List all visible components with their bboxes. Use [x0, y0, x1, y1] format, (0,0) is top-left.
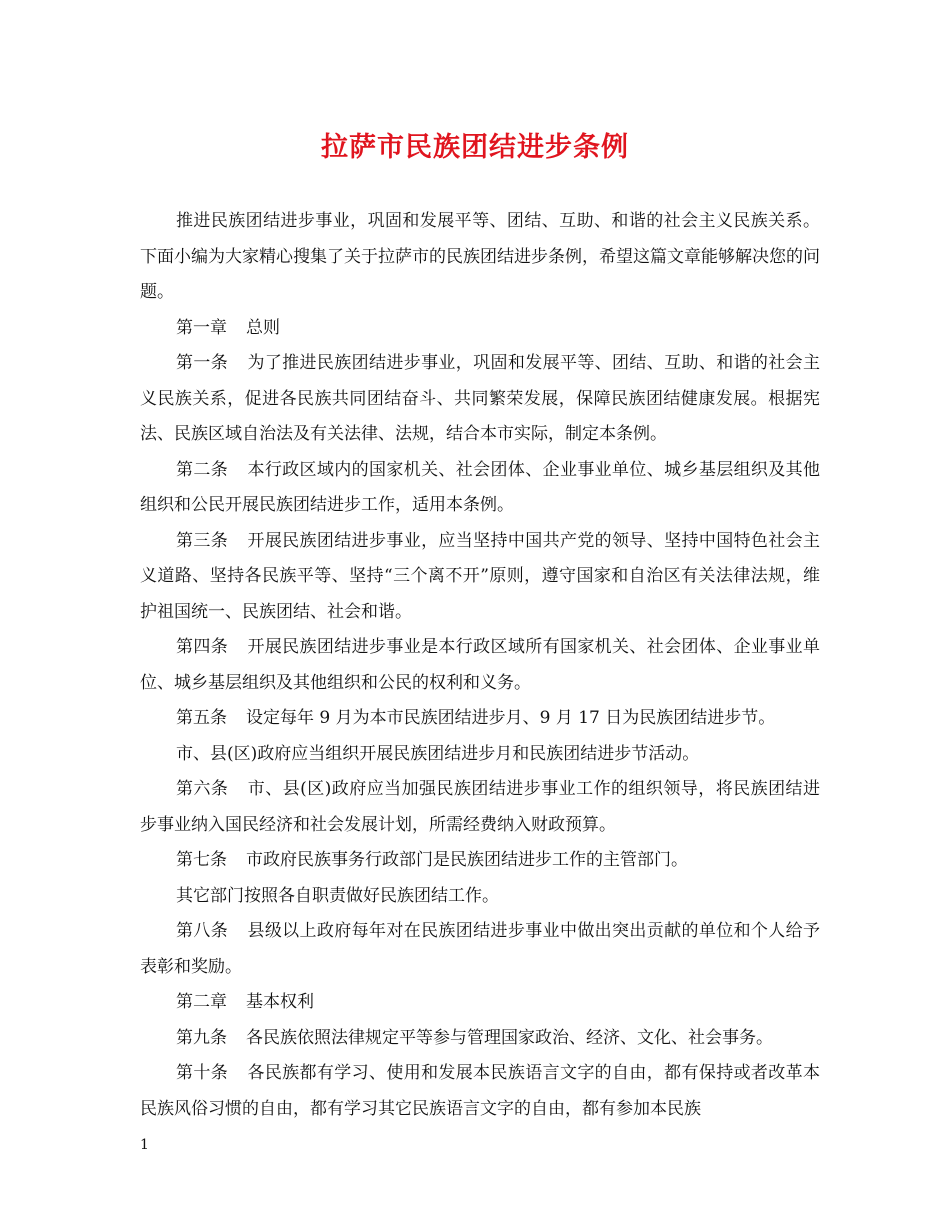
article-label: 第二条: [176, 459, 229, 480]
article-paragraph: [140, 453, 820, 524]
article-label: 第十条: [176, 1063, 229, 1083]
article-text: 市、县(区)政府应当加强民族团结进步事业工作的组织领导，将民族团结进步事业纳入国民经济和社会发展计划，所需经费纳入财政预算。: [140, 779, 821, 835]
chapter-heading: [140, 985, 820, 1021]
article-paragraph: [140, 1056, 820, 1127]
document-body: [140, 204, 820, 1127]
article-label: 第一条: [176, 353, 229, 373]
plain-paragraph: [140, 879, 820, 915]
article-paragraph: [140, 701, 820, 737]
article-paragraph: [140, 843, 820, 879]
chapter-heading: [140, 311, 820, 347]
article-text: 县级以上政府每年对在民族团结进步事业中做出突出贡献的单位和个人给予表彰和奖励。: [140, 921, 821, 977]
chapter-title: 总则: [246, 317, 280, 338]
article-text: 本行政区域内的国家机关、社会团体、企业事业单位、城乡基层组织及其他组织和公民开展民族团结进步工作，适用本条例。: [140, 459, 821, 515]
chapter-label: 第一章: [176, 317, 227, 338]
article-text: 各民族依照法律规定平等参与管理国家政治、经济、文化、社会事务。: [246, 1027, 773, 1048]
article-text: 各民族都有学习、使用和发展本民族语言文字的自由，都有保持或者改革本民族风俗习惯的自由，都有学习其它民族语言文字的自由，都有参加本民族: [140, 1063, 821, 1119]
article-label: 第五条: [176, 708, 227, 728]
paragraph-text: 推进民族团结进步事业，巩固和发展平等、团结、互助、和谐的社会主义民族关系。下面小编为大家精心搜集了关于拉萨市的民族团结进步条例，希望这篇文章能够解决您的问题。: [140, 211, 820, 302]
article-text: 开展民族团结进步事业是本行政区域所有国家机关、社会团体、企业事业单位、城乡基层组织及其他组织和公民的权利和义务。: [140, 637, 821, 693]
article-label: 第八条: [176, 921, 229, 941]
article-label: 第七条: [176, 850, 227, 870]
chapter-title: 基本权利: [246, 992, 314, 1012]
plain-paragraph: [140, 737, 820, 773]
article-text: 市政府民族事务行政部门是民族团结进步工作的主管部门。: [246, 850, 688, 870]
paragraph-text: 其它部门按照各自职责做好民族团结工作。: [176, 885, 499, 906]
article-label: 第四条: [176, 637, 229, 657]
article-text: 设定每年 9 月为本市民族团结进步月、9 月 17 日为民族团结进步节。: [246, 708, 776, 728]
article-paragraph: [140, 524, 820, 631]
article-paragraph: [140, 772, 820, 843]
page-number: 1: [140, 1137, 149, 1153]
article-text: 为了推进民族团结进步事业，巩固和发展平等、团结、互助、和谐的社会主义民族关系，促进各民族共同团结奋斗、共同繁荣发展，保障民族团结健康发展。根据宪法、民族区域自治法及有关法律、法规，结合本市实际，制定本条例。: [140, 353, 821, 444]
article-label: 第九条: [176, 1027, 227, 1048]
document-title: 拉萨市民族团结进步条例: [321, 132, 629, 163]
article-paragraph: [140, 1021, 820, 1057]
article-paragraph: [140, 914, 820, 985]
article-text: 开展民族团结进步事业，应当坚持中国共产党的领导、坚持中国特色社会主义道路、坚持各民族平等、坚持“三个离不开”原则，遵守国家和自治区有关法律法规，维护祖国统一、民族团结、社会和谐。: [140, 530, 821, 622]
article-paragraph: [140, 346, 820, 453]
chapter-label: 第二章: [176, 992, 227, 1012]
paragraph-text: 市、县(区)政府应当组织开展民族团结进步月和民族团结进步节活动。: [176, 743, 700, 764]
article-label: 第三条: [176, 530, 229, 551]
article-label: 第六条: [176, 779, 229, 799]
intro-paragraph: [140, 204, 820, 311]
article-paragraph: [140, 630, 820, 701]
